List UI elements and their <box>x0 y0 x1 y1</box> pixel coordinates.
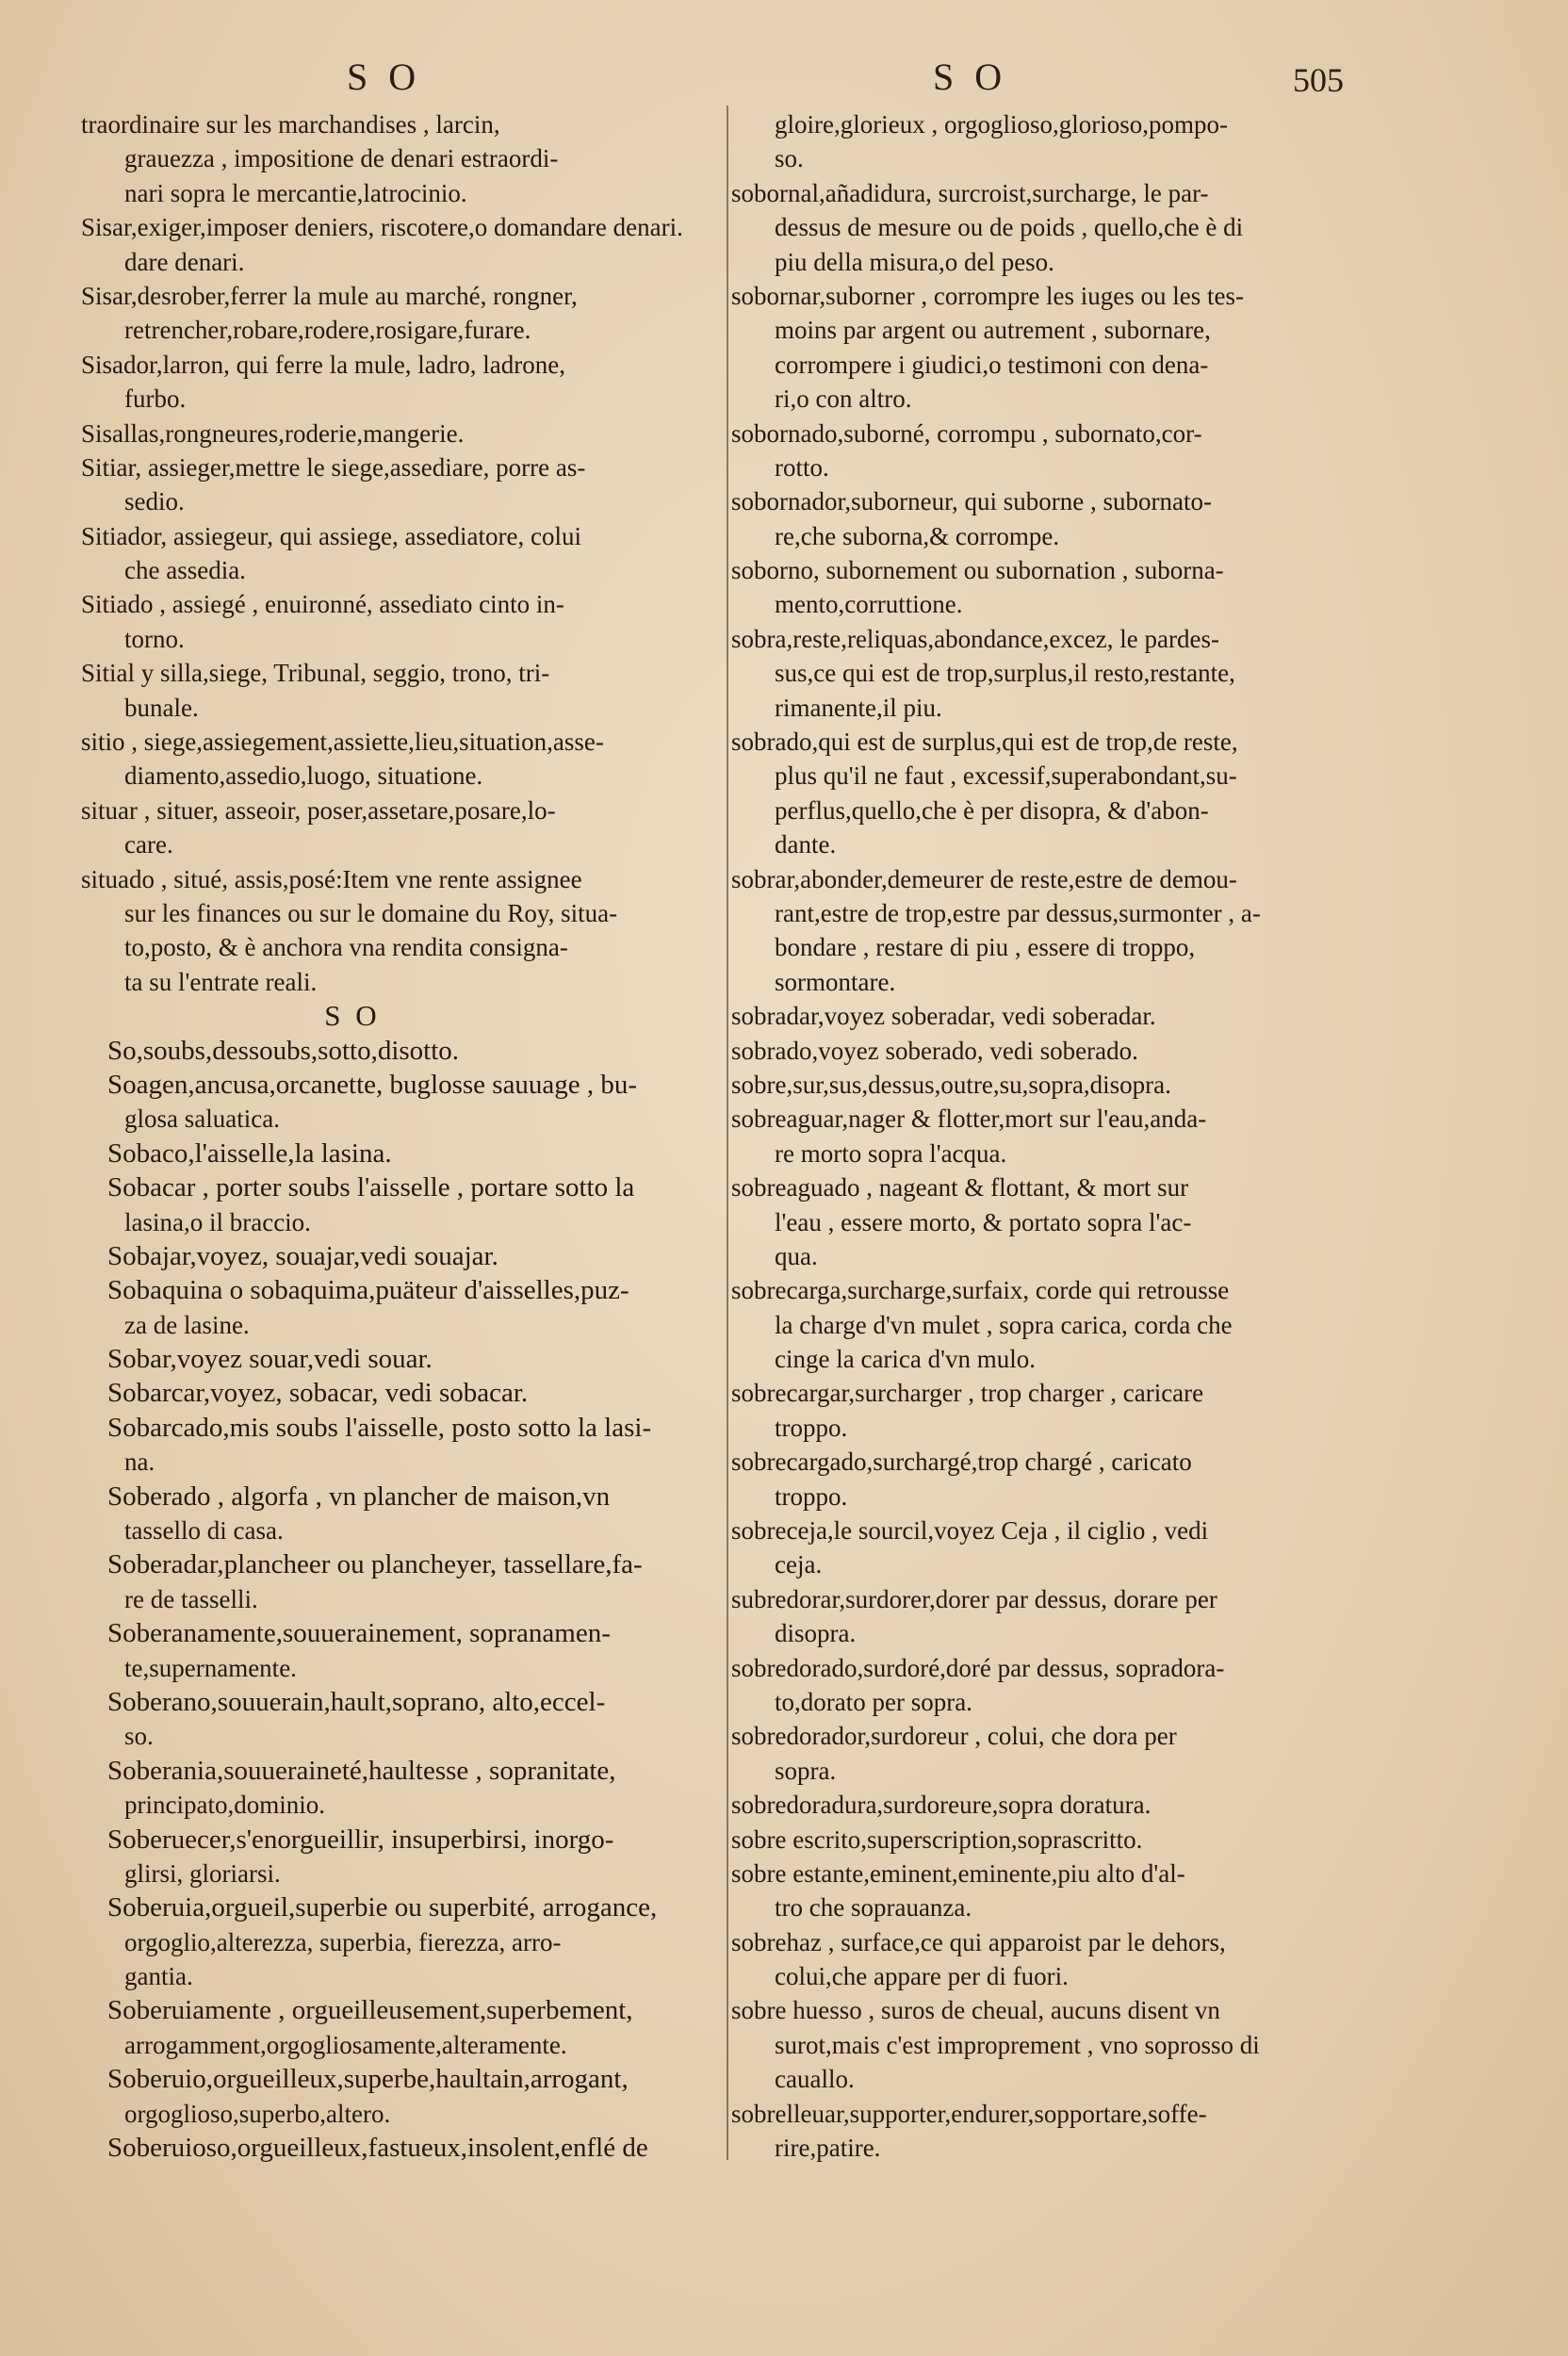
entry-line: sobre,sur,sus,dessus,outre,su,sopra,disopra. <box>731 1070 1171 1099</box>
entry-line: Sobajar,voyez, souajar,vedi souajar. <box>107 1240 498 1271</box>
entry-line: rotto. <box>775 452 829 482</box>
entry-line: Sisar,exiger,imposer deniers, riscotere,o domandare denari. <box>81 213 683 242</box>
entry-line: sobrecargar,surcharger , trop charger , caricare <box>731 1379 1204 1408</box>
entry-line: Sobaquina o sobaquima,puäteur d'aisselles,puz- <box>107 1275 629 1306</box>
entry-line: che assedia. <box>124 556 246 585</box>
entry-line: la charge d'vn mulet , sopra carica, corda che <box>775 1310 1233 1339</box>
entry-line: Sobaco,l'aisselle,la lasina. <box>107 1137 392 1169</box>
entry-line: cauallo. <box>775 2065 855 2094</box>
entry-line: principato,dominio. <box>124 1791 325 1820</box>
entry-line: traordinaire sur les marchandises , larcin, <box>81 110 500 139</box>
entry-line: to,dorato per sopra. <box>775 1687 972 1716</box>
entry-line: te,supernamente. <box>124 1653 297 1682</box>
entry-line: rire,patire. <box>775 2134 881 2163</box>
right-column <box>731 107 1342 2165</box>
entry-line: sobornado,suborné, corrompu , subornato,cor- <box>731 418 1202 448</box>
entry-line: so. <box>775 144 804 173</box>
entry-line: piu della misura,o del peso. <box>775 247 1054 276</box>
entry-line: Soberano,souuerain,hault,soprano, alto,eccel- <box>107 1686 606 1717</box>
entry-line: corrompere i giudici,o testimoni con dena- <box>775 350 1209 379</box>
entry-line: sobrecarga,surcharge,surfaix, corde qui retrousse <box>731 1276 1230 1305</box>
entry-line: Soberuiamente , orgueilleusement,superbement, <box>107 1995 633 2026</box>
entry-line: sobredoradura,surdoreure,sopra doratura. <box>731 1791 1152 1820</box>
entry-line: dante. <box>775 830 837 859</box>
entry-line: gantia. <box>124 1962 193 1991</box>
entry-line: l'eau , essere morto, & portato sopra l'ac- <box>775 1207 1192 1236</box>
entry-line: Sobar,voyez souar,vedi souar. <box>107 1344 433 1375</box>
left-running-head: S O <box>347 56 422 98</box>
entry-line: sur les finances ou sur le domaine du Roy, situa- <box>124 898 618 927</box>
left-column <box>81 107 737 2165</box>
entry-line: sobreceja,le sourcil,voyez Ceja , il ciglio , vedi <box>731 1516 1209 1546</box>
entry-line: ri,o con altro. <box>775 384 912 414</box>
entry-line: gloire,glorieux , orgoglioso,glorioso,pompo- <box>775 110 1228 139</box>
entry-line: Soberuecer,s'enorgueillir, insuperbirsi, inorgo- <box>107 1824 614 1855</box>
entry-line: Soberuia,orgueil,superbie ou superbité, arrogance, <box>107 1892 658 1923</box>
entry-line: sus,ce qui est de trop,surplus,il resto,restante, <box>775 659 1235 688</box>
entry-line: surot,mais c'est improprement , vno soprosso di <box>775 2030 1260 2059</box>
entry-line: to,posto, & è anchora vna rendita consigna- <box>124 933 568 962</box>
column-rule <box>727 106 728 2160</box>
entry-line: qua. <box>775 1241 818 1270</box>
entry-line: mento,corruttione. <box>775 590 963 619</box>
entry-line: S O <box>324 999 381 1033</box>
entry-line: ta su l'entrate reali. <box>124 967 318 996</box>
right-running-head: S O <box>933 56 1008 98</box>
entry-line: sobre escrito,superscription,soprascritto. <box>731 1824 1143 1854</box>
entry-line: re de tasselli. <box>124 1584 258 1613</box>
entry-line: Sisar,desrober,ferrer la mule au marché, rongner, <box>81 281 578 310</box>
entry-line: subredorar,surdorer,dorer par dessus, dorare per <box>731 1584 1217 1613</box>
entry-line: sopra. <box>775 1756 837 1785</box>
entry-line: lasina,o il braccio. <box>124 1207 311 1236</box>
entry-line: Soberania,souueraineté,haultesse , sopranitate, <box>107 1755 616 1786</box>
entry-line: grauezza , impositione de denari estraordi- <box>124 144 559 173</box>
entry-line: Sitiador, assiegeur, qui assiege, assediatore, colui <box>81 521 581 550</box>
entry-line: za de lasine. <box>124 1310 250 1339</box>
entry-line: sobrelleuar,supporter,endurer,sopportare,soffe- <box>731 2099 1207 2128</box>
entry-line: dare denari. <box>124 247 245 276</box>
entry-line: na. <box>124 1448 155 1477</box>
page-number: 505 <box>1293 61 1344 99</box>
entry-line: nari sopra le mercantie,latrocinio. <box>124 178 467 207</box>
entry-line: orgoglio,alterezza, superbia, fierezza, arro- <box>124 1927 562 1956</box>
entry-line: situar , situer, asseoir, poser,assetare,posare,lo- <box>81 795 556 825</box>
entry-line: sobredorado,surdoré,doré par dessus, sopradora- <box>731 1653 1225 1682</box>
entry-line: moins par argent ou autrement , subornare, <box>775 316 1211 345</box>
entry-line: Sisallas,rongneures,roderie,mangerie. <box>81 418 465 448</box>
entry-line: cinge la carica d'vn mulo. <box>775 1345 1037 1374</box>
entry-line: orgoglioso,superbo,altero. <box>124 2099 391 2128</box>
entry-line: glirsi, gloriarsi. <box>124 1858 281 1888</box>
entry-line: perflus,quello,che è per disopra, & d'abon- <box>775 795 1209 825</box>
entry-line: sobrado,qui est de surplus,qui est de trop,de reste, <box>731 728 1238 757</box>
entry-line: sobrar,abonder,demeurer de reste,estre de demou- <box>731 864 1237 893</box>
entry-line: sobrehaz , surface,ce qui apparoist par le dehors, <box>731 1927 1226 1956</box>
entry-line: so. <box>124 1722 154 1751</box>
entry-line: retrencher,robare,rodere,rosigare,furare. <box>124 316 531 345</box>
entry-line: sobrecargado,surchargé,trop chargé , caricato <box>731 1448 1192 1477</box>
entry-line: sobra,reste,reliquas,abondance,excez, le pardes- <box>731 624 1219 653</box>
entry-line: sedio. <box>124 487 185 516</box>
entry-line: sormontare. <box>775 967 896 996</box>
entry-line: soborno, subornement ou subornation , suborna- <box>731 556 1224 585</box>
entry-line: re,che suborna,& corrompe. <box>775 521 1060 550</box>
entry-line: Soberado , algorfa , vn plancher de maison,vn <box>107 1481 611 1512</box>
entry-line: arrogamment,orgogliosamente,alteramente. <box>124 2030 567 2059</box>
entry-line: Sobacar , porter soubs l'aisselle , portare sotto la <box>107 1172 635 1203</box>
entry-line: sobornar,suborner , corrompre les iuges ou les tes- <box>731 281 1245 310</box>
entry-line: Soberuio,orgueilleux,superbe,haultain,arrogant, <box>107 2064 629 2095</box>
entry-line: sobreaguar,nager & flotter,mort sur l'eau,anda- <box>731 1104 1207 1134</box>
entry-line: sitio , siege,assiegement,assiette,lieu,situation,asse- <box>81 728 604 757</box>
entry-line: situado , situé, assis,posé:Item vne rente assignee <box>81 864 582 893</box>
entry-line: disopra. <box>775 1619 857 1648</box>
entry-line: troppo. <box>775 1481 848 1511</box>
entry-line: troppo. <box>775 1413 848 1442</box>
entry-line: sobreaguado , nageant & flottant, & mort sur <box>731 1173 1189 1203</box>
entry-line: bondare , restare di piu , essere di troppo, <box>775 933 1196 962</box>
entry-line: re morto sopra l'acqua. <box>775 1138 1007 1168</box>
entry-line: rimanente,il piu. <box>775 693 942 722</box>
entry-line: glosa saluatica. <box>124 1104 280 1134</box>
entry-line: sobre huesso , suros de cheual, aucuns disent vn <box>731 1996 1220 2025</box>
entry-line: Sisador,larron, qui ferre la mule, ladro, ladrone, <box>81 350 565 379</box>
entry-line: Sobarcado,mis soubs l'aisselle, posto sotto la lasi- <box>107 1412 652 1443</box>
entry-line: sobre estante,eminent,eminente,piu alto d'al- <box>731 1858 1185 1888</box>
entry-line: bunale. <box>124 693 199 722</box>
entry-line: furbo. <box>124 384 187 414</box>
entry-line: ceja. <box>775 1550 823 1579</box>
entry-line: Soberadar,plancheer ou plancheyer, tassellare,fa- <box>107 1549 643 1580</box>
entry-line: dessus de mesure ou de poids , quello,che è di <box>775 213 1244 242</box>
entry-line: Sobarcar,voyez, sobacar, vedi sobacar. <box>107 1378 529 1409</box>
entry-line: sobredorador,surdoreur , colui, che dora per <box>731 1722 1177 1751</box>
entry-line: torno. <box>124 624 185 653</box>
entry-line: sobradar,voyez soberadar, vedi soberadar. <box>731 1002 1156 1031</box>
entry-line: colui,che appare per di fuori. <box>775 1962 1069 1991</box>
entry-line: Soagen,ancusa,orcanette, buglosse sauuage , bu- <box>107 1069 638 1100</box>
entry-line: Soberanamente,souuerainement, sopranamen- <box>107 1618 611 1649</box>
entry-line: sobrado,voyez soberado, vedi soberado. <box>731 1036 1138 1065</box>
entry-line: sobornador,suborneur, qui suborne , subornato- <box>731 487 1212 516</box>
entry-line: Soberuioso,orgueilleux,fastueux,insolent,enflé de <box>107 2133 648 2164</box>
entry-line: tro che soprauanza. <box>775 1893 972 1922</box>
entry-line: diamento,assedio,luogo, situatione. <box>124 761 483 791</box>
entry-line: sobornal,añadidura, surcroist,surcharge, le par- <box>731 178 1209 207</box>
entry-line: So,soubs,dessoubs,sotto,disotto. <box>107 1035 460 1066</box>
entry-line: Sitiado , assiegé , enuironné, assediato cinto in- <box>81 590 564 619</box>
entry-line: Sitiar, assieger,mettre le siege,assediare, porre as- <box>81 452 586 482</box>
entry-line: tassello di casa. <box>124 1516 284 1546</box>
entry-line: Sitial y silla,siege, Tribunal, seggio, trono, tri- <box>81 659 550 688</box>
entry-line: care. <box>124 830 173 859</box>
entry-line: plus qu'il ne faut , excessif,superabondant,su- <box>775 761 1237 791</box>
entry-line: rant,estre de trop,estre par dessus,surmonter , a- <box>775 898 1261 927</box>
